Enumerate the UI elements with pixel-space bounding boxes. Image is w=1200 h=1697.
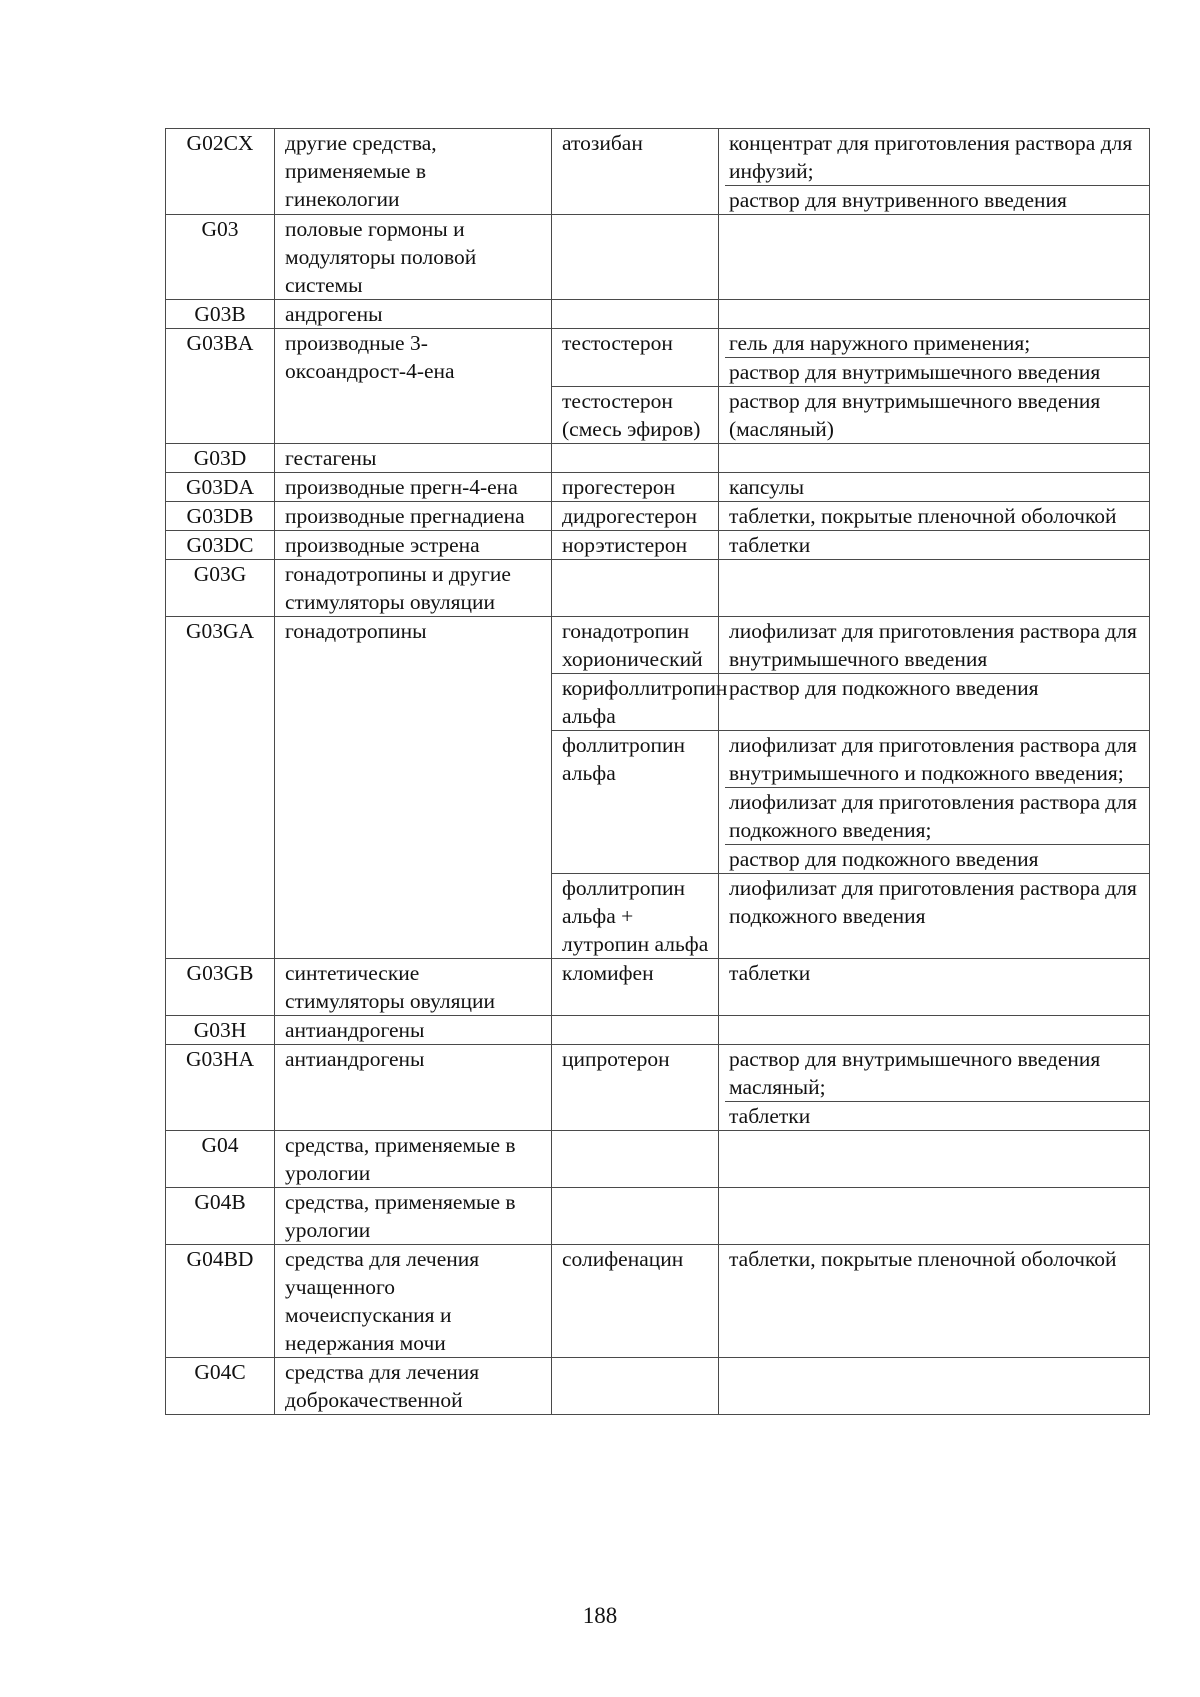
drug-name-cell: тестостерон (смесь эфиров): [552, 387, 719, 444]
table-row: [166, 502, 1150, 531]
dosage-form: раствор для внутримышечного введения: [725, 357, 1149, 386]
atc-code-cell: G03D: [166, 444, 275, 473]
group-name-cell: гонадотропины и другие стимуляторы овуляции: [275, 560, 552, 617]
dosage-form: раствор для внутримышечного введения масляный;: [729, 1047, 1101, 1099]
table-row: [166, 473, 1150, 502]
dosage-form: лиофилизат для приготовления раствора для внутримышечного введения: [729, 619, 1137, 671]
dosage-form: раствор для подкожного введения: [729, 676, 1039, 700]
drug-name-cell: корифоллитропин альфа: [552, 674, 719, 731]
atc-code-cell: G03G: [166, 560, 275, 617]
dosage-form: концентрат для приготовления раствора для инфузий;: [729, 131, 1133, 183]
dosage-form-cell: [719, 874, 1150, 959]
atc-code-cell: G03H: [166, 1016, 275, 1045]
dosage-form-cell: [719, 502, 1150, 531]
group-name-cell: производные прегн-4-ена: [275, 473, 552, 502]
dosage-form-cell: [719, 731, 1150, 874]
group-name-cell: синтетические стимуляторы овуляции: [275, 959, 552, 1016]
atc-code-cell: G04: [166, 1131, 275, 1188]
table-row: [166, 129, 1150, 215]
group-name-cell: средства для лечения доброкачественной: [275, 1358, 552, 1415]
dosage-form: таблетки: [725, 1101, 1149, 1130]
dosage-form-list: [727, 387, 1149, 443]
group-name-cell: производные эстрена: [275, 531, 552, 560]
drug-name-cell: [552, 215, 719, 300]
drug-name-cell: дидрогестерон: [552, 502, 719, 531]
table-row: [166, 329, 1150, 387]
dosage-form-list: [727, 129, 1149, 214]
drug-name-cell: [552, 300, 719, 329]
table-row: [166, 1045, 1150, 1131]
group-name-cell: антиандрогены: [275, 1045, 552, 1131]
dosage-form-cell: [719, 1188, 1150, 1245]
drug-name-cell: гонадотропин хорионический: [552, 617, 719, 674]
group-name-cell: производные прегнадиена: [275, 502, 552, 531]
dosage-form: капсулы: [729, 475, 805, 499]
atc-code-cell: G04C: [166, 1358, 275, 1415]
group-name-cell: гестагены: [275, 444, 552, 473]
group-name-cell: средства, применяемые в урологии: [275, 1188, 552, 1245]
dosage-form-cell: [719, 674, 1150, 731]
atc-code-cell: G03HA: [166, 1045, 275, 1131]
dosage-form-cell: [719, 1016, 1150, 1045]
table-row: [166, 300, 1150, 329]
dosage-form: таблетки: [729, 533, 811, 557]
drug-classification-table: [165, 128, 1150, 1415]
page-number: 188: [582, 1603, 618, 1628]
dosage-form-list: [727, 1045, 1149, 1130]
group-name-cell: средства для лечения учащенного мочеиспускания и недержания мочи: [275, 1245, 552, 1358]
atc-code-cell: G04B: [166, 1188, 275, 1245]
dosage-form-list: [727, 674, 1149, 702]
dosage-form-cell: [719, 560, 1150, 617]
dosage-form-list: [727, 1245, 1149, 1273]
dosage-form: таблетки, покрытые пленочной оболочкой: [729, 1247, 1117, 1271]
drug-name-cell: [552, 1188, 719, 1245]
dosage-form: раствор для подкожного введения: [725, 844, 1149, 873]
drug-name-cell: фоллитропин альфа + лутропин альфа: [552, 874, 719, 959]
drug-name-cell: [552, 560, 719, 617]
dosage-form: лиофилизат для приготовления раствора для подкожного введения;: [725, 787, 1149, 844]
drug-name-cell: [552, 1131, 719, 1188]
dosage-form-list: [727, 617, 1149, 673]
dosage-form: раствор для внутривенного введения: [725, 185, 1149, 214]
dosage-form-list: [727, 502, 1149, 530]
group-name-cell: андрогены: [275, 300, 552, 329]
dosage-form: лиофилизат для приготовления раствора для внутримышечного и подкожного введения;: [729, 733, 1137, 785]
dosage-form-cell: [719, 531, 1150, 560]
table-row: [166, 531, 1150, 560]
group-name-cell: гонадотропины: [275, 617, 552, 959]
dosage-form-list: [727, 731, 1149, 873]
dosage-form: лиофилизат для приготовления раствора для подкожного введения: [729, 876, 1137, 928]
atc-code-cell: G03DC: [166, 531, 275, 560]
table-row: [166, 1188, 1150, 1245]
table-row: [166, 1016, 1150, 1045]
dosage-form-cell: [719, 129, 1150, 215]
dosage-form-list: [727, 959, 1149, 987]
table-row: [166, 560, 1150, 617]
atc-code-cell: G03GA: [166, 617, 275, 959]
dosage-form-cell: [719, 1131, 1150, 1188]
drug-name-cell: атозибан: [552, 129, 719, 215]
dosage-form: таблетки, покрытые пленочной оболочкой: [729, 504, 1117, 528]
atc-code-cell: G04BD: [166, 1245, 275, 1358]
table-row: [166, 1245, 1150, 1358]
drug-name-cell: солифенацин: [552, 1245, 719, 1358]
dosage-form-cell: [719, 329, 1150, 387]
dosage-form-cell: [719, 473, 1150, 502]
table-row: [166, 1131, 1150, 1188]
dosage-form-cell: [719, 387, 1150, 444]
dosage-form: гель для наружного применения;: [729, 331, 1031, 355]
dosage-form: раствор для внутримышечного введения (масляный): [729, 389, 1101, 441]
atc-code-cell: G02CX: [166, 129, 275, 215]
dosage-form-cell: [719, 444, 1150, 473]
table-body: [166, 129, 1150, 1415]
table-row: [166, 617, 1150, 674]
drug-name-cell: норэтистерон: [552, 531, 719, 560]
atc-code-cell: G03DA: [166, 473, 275, 502]
group-name-cell: антиандрогены: [275, 1016, 552, 1045]
atc-code-cell: G03: [166, 215, 275, 300]
table-row: [166, 1358, 1150, 1415]
dosage-form-cell: [719, 300, 1150, 329]
dosage-form-cell: [719, 1245, 1150, 1358]
atc-code-cell: G03B: [166, 300, 275, 329]
dosage-form-cell: [719, 959, 1150, 1016]
dosage-form-list: [727, 874, 1149, 930]
table-row: [166, 215, 1150, 300]
atc-code-cell: G03BA: [166, 329, 275, 444]
drug-name-cell: прогестерон: [552, 473, 719, 502]
drug-name-cell: ципротерон: [552, 1045, 719, 1131]
drug-name-cell: [552, 1358, 719, 1415]
drug-name-cell: [552, 444, 719, 473]
dosage-form-cell: [719, 1045, 1150, 1131]
group-name-cell: средства, применяемые в урологии: [275, 1131, 552, 1188]
drug-name-cell: кломифен: [552, 959, 719, 1016]
dosage-form-cell: [719, 1358, 1150, 1415]
atc-code-cell: G03DB: [166, 502, 275, 531]
drug-name-cell: фоллитропин альфа: [552, 731, 719, 874]
group-name-cell: производные 3-оксоандрост-4-ена: [275, 329, 552, 444]
group-name-cell: другие средства, применяемые в гинекологии: [275, 129, 552, 215]
table-row: [166, 444, 1150, 473]
drug-name-cell: [552, 1016, 719, 1045]
group-name-cell: половые гормоны и модуляторы половой системы: [275, 215, 552, 300]
dosage-form: таблетки: [729, 961, 811, 985]
dosage-form-list: [727, 329, 1149, 386]
dosage-form-list: [727, 473, 1149, 501]
table-row: [166, 959, 1150, 1016]
atc-code-cell: G03GB: [166, 959, 275, 1016]
dosage-form-cell: [719, 215, 1150, 300]
dosage-form-cell: [719, 617, 1150, 674]
dosage-form-list: [727, 531, 1149, 559]
drug-name-cell: тестостерон: [552, 329, 719, 387]
